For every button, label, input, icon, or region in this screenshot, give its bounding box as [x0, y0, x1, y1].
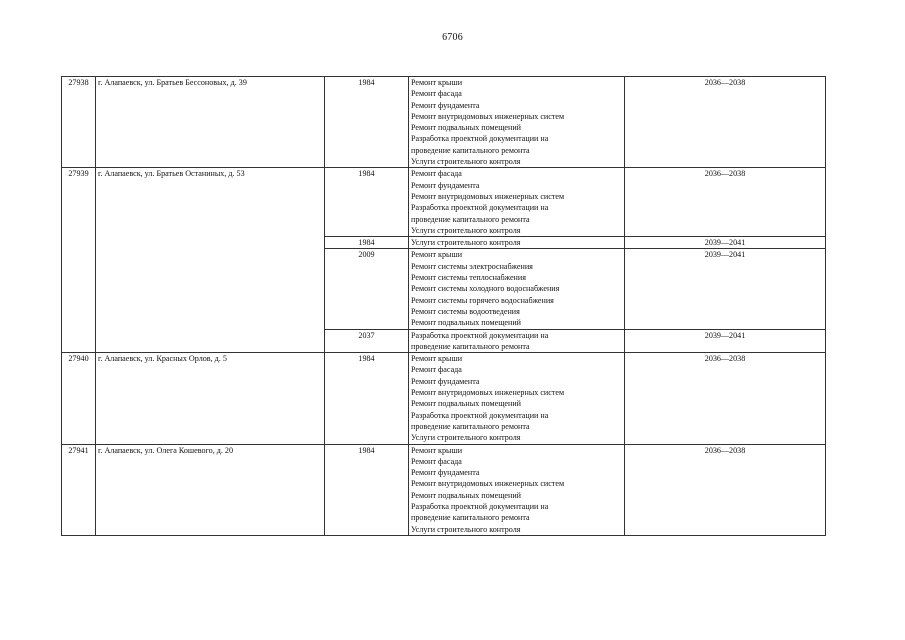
- work-item: Услуги строительного контроля: [411, 433, 521, 443]
- work-item: Ремонт подвальных помещений: [411, 490, 522, 500]
- repair-schedule-table: [61, 76, 826, 536]
- work-item: проведение капитального ремонта: [411, 513, 530, 523]
- work-item: Ремонт внутридомовых инженерных систем: [411, 191, 565, 201]
- address-cell: г. Алапаевск, ул. Красных Орлов, д. 5: [96, 353, 325, 444]
- period-cell: 2036—2038: [625, 168, 826, 237]
- works-cell: [409, 77, 625, 168]
- address-cell: г. Алапаевск, ул. Братьев Бессоновых, д. 39: [96, 77, 325, 168]
- works-cell: [409, 353, 625, 444]
- page-number: 6706: [442, 32, 463, 43]
- work-item: Услуги строительного контроля: [411, 238, 521, 248]
- address-cell: г. Алапаевск, ул. Братьев Останиных, д. 53: [96, 168, 325, 353]
- work-item: Услуги строительного контроля: [411, 225, 521, 235]
- work-item: Ремонт системы электроснабжения: [411, 261, 533, 271]
- record-id-cell: 27939: [62, 168, 96, 353]
- period-cell: 2036—2038: [625, 444, 826, 535]
- work-item: Ремонт крыши: [411, 78, 463, 87]
- record-id-cell: 27938: [62, 77, 96, 168]
- address-cell: г. Алапаевск, ул. Олега Кошевого, д. 20: [96, 444, 325, 535]
- work-item: Ремонт внутридомовых инженерных систем: [411, 388, 565, 398]
- works-cell: [409, 249, 625, 329]
- record-id-cell: 27941: [62, 444, 96, 535]
- year-cell: 1984: [325, 168, 409, 237]
- work-item: Ремонт внутридомовых инженерных систем: [411, 111, 565, 121]
- year-cell: 1984: [325, 77, 409, 168]
- period-cell: 2039—2041: [625, 329, 826, 353]
- work-item: Ремонт крыши: [411, 250, 463, 260]
- period-cell: 2036—2038: [625, 77, 826, 168]
- table-row: [62, 353, 826, 444]
- work-item: Ремонт внутридомовых инженерных систем: [411, 479, 565, 489]
- work-item: Ремонт системы водоотведения: [411, 306, 520, 316]
- table-row: [62, 444, 826, 535]
- work-item: Разработка проектной документации на: [411, 501, 549, 511]
- period-cell: 2036—2038: [625, 353, 826, 444]
- work-item: Услуги строительного контроля: [411, 157, 521, 167]
- work-item: Разработка проектной документации на: [411, 134, 549, 144]
- work-item: Разработка проектной документации на: [411, 410, 549, 420]
- work-item: проведение капитального ремонта: [411, 145, 530, 155]
- work-item: Ремонт фасада: [411, 365, 462, 375]
- works-cell: [409, 237, 625, 249]
- table-row: [62, 77, 826, 168]
- work-item: Ремонт системы горячего водоснабжения: [411, 295, 554, 305]
- year-cell: 1984: [325, 353, 409, 444]
- year-cell: 1984: [325, 444, 409, 535]
- record-id-cell: 27940: [62, 353, 96, 444]
- work-item: Ремонт фундамента: [411, 180, 480, 190]
- work-item: Ремонт подвальных помещений: [411, 123, 522, 133]
- table-row: [62, 168, 826, 237]
- work-item: Услуги строительного контроля: [411, 524, 521, 534]
- work-item: проведение капитального ремонта: [411, 214, 530, 224]
- work-item: Ремонт системы теплоснабжения: [411, 273, 526, 283]
- table-body: [62, 77, 826, 536]
- work-item: Ремонт крыши: [411, 354, 463, 364]
- year-cell: 1984: [325, 237, 409, 249]
- work-item: Ремонт подвальных помещений: [411, 318, 522, 328]
- work-item: Разработка проектной документации на: [411, 203, 549, 213]
- works-cell: [409, 444, 625, 535]
- work-item: Ремонт фасада: [411, 456, 462, 466]
- work-item: Ремонт фасада: [411, 89, 462, 99]
- works-cell: [409, 168, 625, 237]
- period-cell: 2039—2041: [625, 237, 826, 249]
- work-item: Ремонт фундамента: [411, 468, 480, 478]
- work-item: Ремонт фундамента: [411, 100, 480, 110]
- work-item: проведение капитального ремонта: [411, 341, 530, 351]
- work-item: Ремонт системы холодного водоснабжения: [411, 284, 560, 294]
- work-item: Разработка проектной документации на: [411, 330, 549, 340]
- work-item: Ремонт крыши: [411, 445, 463, 455]
- work-item: проведение капитального ремонта: [411, 421, 530, 431]
- work-item: Ремонт фасада: [411, 169, 462, 179]
- year-cell: 2037: [325, 329, 409, 353]
- works-cell: [409, 329, 625, 353]
- year-cell: 2009: [325, 249, 409, 329]
- period-cell: 2039—2041: [625, 249, 826, 329]
- work-item: Ремонт фундамента: [411, 376, 480, 386]
- work-item: Ремонт подвальных помещений: [411, 399, 522, 409]
